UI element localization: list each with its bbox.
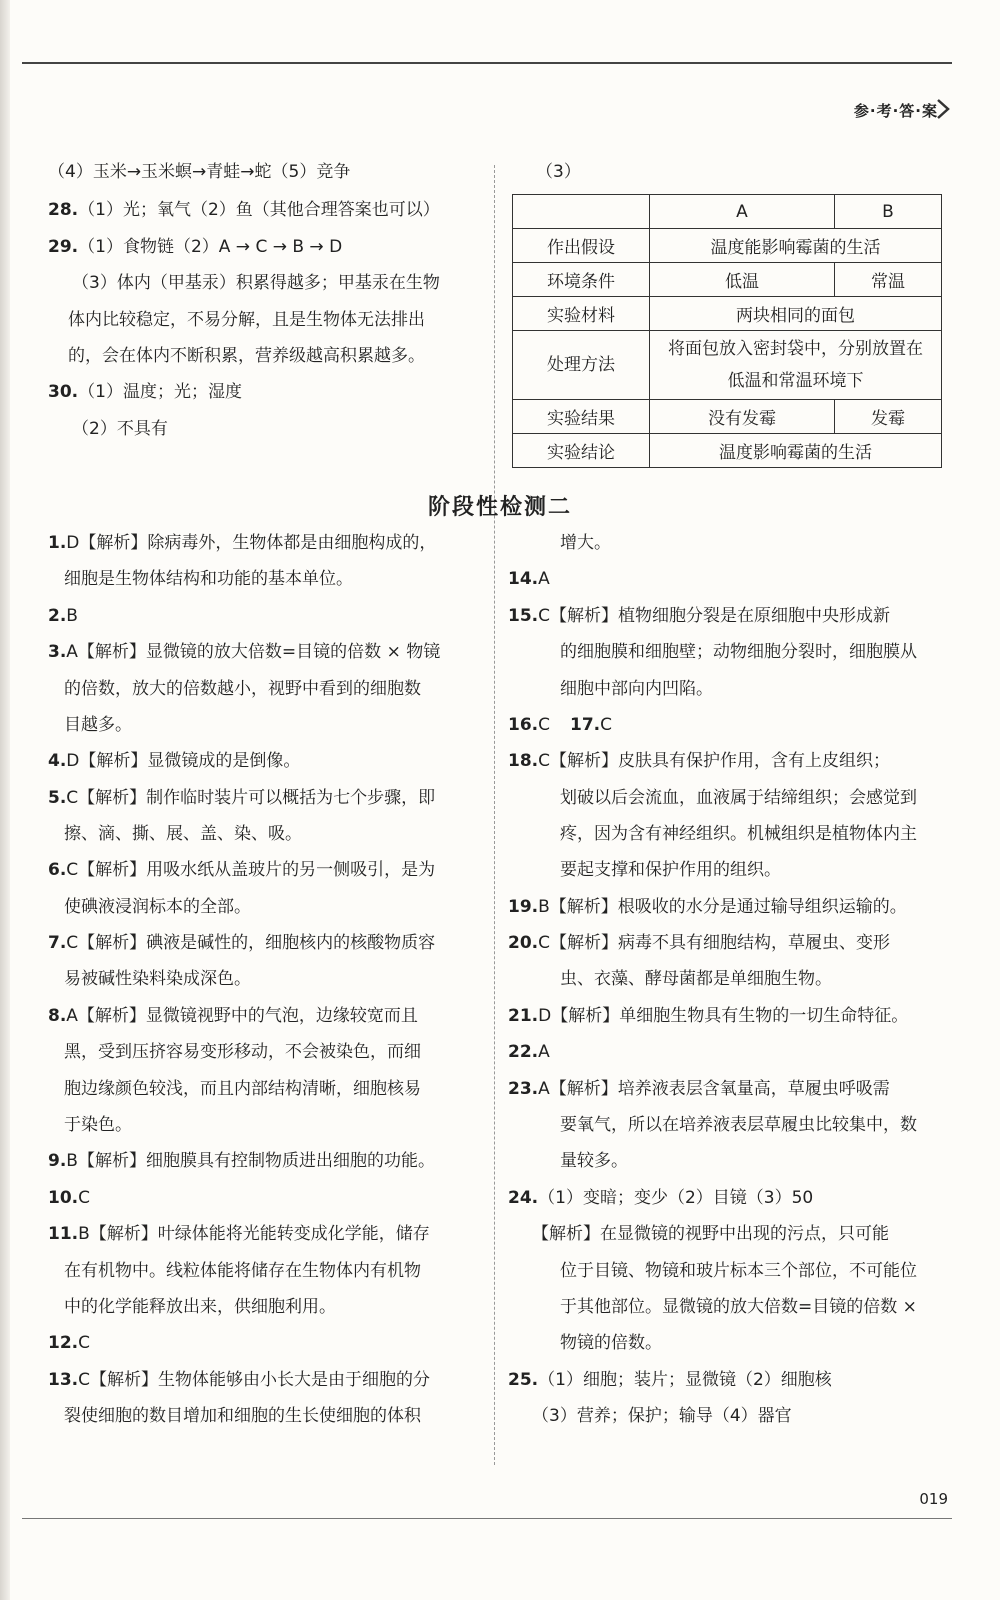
row-head: 处理方法 xyxy=(513,331,650,400)
answer-line: 擦、滴、撕、展、盖、染、吸。 xyxy=(64,824,302,844)
answer-line: 4.D【解析】显微镜成的是倒像。 xyxy=(48,751,301,771)
chevron-right-icon xyxy=(936,98,950,120)
answer-line: 要起支撑和保护作用的组织。 xyxy=(560,860,781,880)
answer-line: （3）体内（甲基汞）积累得越多；甲基汞在生物 xyxy=(72,273,440,293)
answer-line: （2）不具有 xyxy=(72,419,168,439)
page-number: 019 xyxy=(919,1490,948,1508)
table-cell: 温度影响霉菌的生活 xyxy=(650,434,942,468)
answer-line: 胞边缘颜色较浅，而且内部结构清晰，细胞核易 xyxy=(64,1079,421,1099)
table-cell: 常温 xyxy=(834,263,941,297)
answer-line: 的，会在体内不断积累，营养级越高积累越多。 xyxy=(68,346,425,366)
section-title: 阶段性检测二 xyxy=(427,495,572,520)
answer-line: 2.B xyxy=(48,606,78,626)
table-cell: 发霉 xyxy=(834,400,941,434)
answer-line: 15.C【解析】植物细胞分裂是在原细胞中央形成新 xyxy=(508,606,890,626)
answer-line: 28.（1）光；氧气（2）鱼（其他合理答案也可以） xyxy=(48,200,440,220)
answer-line: （3）营养；保护；输导（4）器官 xyxy=(532,1406,792,1426)
answer-line: 19.B【解析】根吸收的水分是通过输导组织运输的。 xyxy=(508,897,907,917)
answer-line: 3.A【解析】显微镜的放大倍数=目镜的倍数 × 物镜 xyxy=(48,642,441,662)
answer-line: 23.A【解析】培养液表层含氧量高，草履虫呼吸需 xyxy=(508,1079,890,1099)
answer-line: 易被碱性染料染成深色。 xyxy=(64,969,251,989)
answer-line: 裂使细胞的数目增加和细胞的生长使细胞的体积 xyxy=(64,1406,421,1426)
answer-line: 要氧气，所以在培养液表层草履虫比较集中，数 xyxy=(560,1115,917,1135)
answer-line: 30.（1）温度；光；湿度 xyxy=(48,382,242,402)
table-cell: 温度能影响霉菌的生活 xyxy=(650,229,942,263)
table-row xyxy=(513,297,942,331)
answer-line: 5.C【解析】制作临时装片可以概括为七个步骤，即 xyxy=(48,788,436,808)
experiment-table xyxy=(512,194,942,468)
footer-rule xyxy=(22,1518,952,1519)
table-row xyxy=(513,434,942,468)
answer-line: 黑，受到压挤容易变形移动，不会被染色，而细 xyxy=(64,1042,421,1062)
answer-line: 【解析】在显微镜的视野中出现的污点，只可能 xyxy=(532,1224,889,1244)
answer-line: 13.C【解析】生物体能够由小长大是由于细胞的分 xyxy=(48,1370,430,1390)
answer-line: 位于目镜、物镜和玻片标本三个部位，不可能位 xyxy=(560,1261,917,1281)
answer-line: （4）玉米→玉米螟→青蛙→蛇（5）竞争 xyxy=(48,162,351,182)
answer-line: 29.（1）食物链（2）A → C → B → D xyxy=(48,237,343,257)
answer-line: 于染色。 xyxy=(64,1115,132,1135)
row-head: 实验材料 xyxy=(513,297,650,331)
answer-line: 21.D【解析】单细胞生物具有生物的一切生命特征。 xyxy=(508,1006,909,1026)
header-rule xyxy=(22,62,952,64)
answer-line: 24.（1）变暗；变少（2）目镜（3）50 xyxy=(508,1188,814,1208)
answer-line: 细胞是生物体结构和功能的基本单位。 xyxy=(64,569,353,589)
answer-line: 物镜的倍数。 xyxy=(560,1333,662,1353)
answer-line: 7.C【解析】碘液是碱性的，细胞核内的核酸物质容 xyxy=(48,933,436,953)
answer-line: 目越多。 xyxy=(64,715,132,735)
answer-line: 11.B【解析】叶绿体能将光能转变成化学能，储存 xyxy=(48,1224,430,1244)
table-row xyxy=(513,331,942,400)
answer-line: 6.C【解析】用吸水纸从盖玻片的另一侧吸引，是为 xyxy=(48,860,436,880)
table-row xyxy=(513,263,942,297)
answer-line: 细胞中部向内凹陷。 xyxy=(560,679,713,699)
col-b-header: B xyxy=(834,195,941,229)
col-a-header: A xyxy=(650,195,835,229)
answer-line: 增大。 xyxy=(560,533,611,553)
row-head: 实验结论 xyxy=(513,434,650,468)
answer-line: 的倍数，放大的倍数越小，视野中看到的细胞数 xyxy=(64,679,421,699)
answer-line: 10.C xyxy=(48,1188,90,1208)
table-row xyxy=(513,400,942,434)
book-spine-shadow xyxy=(0,0,10,1600)
answer-line: 使碘液浸润标本的全部。 xyxy=(64,897,251,917)
answer-line: 25.（1）细胞；装片；显微镜（2）细胞核 xyxy=(508,1370,832,1390)
answer-line: 9.B【解析】细胞膜具有控制物质进出细胞的功能。 xyxy=(48,1151,435,1171)
answer-line: 体内比较稳定，不易分解，且是生物体无法排出 xyxy=(68,310,425,330)
table-cell: 没有发霉 xyxy=(650,400,835,434)
answer-line: 12.C xyxy=(48,1333,90,1353)
table-cell: 将面包放入密封袋中，分别放置在低温和常温环境下 xyxy=(650,331,942,400)
answer-line: 16.C 17.C xyxy=(508,715,612,735)
answer-line: 14.A xyxy=(508,569,550,589)
row-head: 实验结果 xyxy=(513,400,650,434)
answer-line: 18.C【解析】皮肤具有保护作用，含有上皮组织； xyxy=(508,751,890,771)
answer-line: 22.A xyxy=(508,1042,550,1062)
answer-line: 中的化学能释放出来，供细胞利用。 xyxy=(64,1297,336,1317)
row-head: 环境条件 xyxy=(513,263,650,297)
header-tag: 参·考·答·案 xyxy=(853,102,938,120)
answer-line: 于其他部位。显微镜的放大倍数=目镜的倍数 × xyxy=(560,1297,917,1317)
answer-line: 在有机物中。线粒体能将储存在生物体内有机物 xyxy=(64,1261,421,1281)
row-head: 作出假设 xyxy=(513,229,650,263)
answer-line: 1.D【解析】除病毒外，生物体都是由细胞构成的， xyxy=(48,533,437,553)
table-cell: 两块相同的面包 xyxy=(650,297,942,331)
answer-line: 虫、衣藻、酵母菌都是单细胞生物。 xyxy=(560,969,832,989)
table-header-row xyxy=(513,195,942,229)
answer-line: 量较多。 xyxy=(560,1151,628,1171)
answer-line: 划破以后会流血，血液属于结缔组织；会感觉到 xyxy=(560,788,917,808)
table-corner xyxy=(513,195,650,229)
column-divider xyxy=(494,165,495,1465)
table-row xyxy=(513,229,942,263)
answer-line: 的细胞膜和细胞壁；动物细胞分裂时，细胞膜从 xyxy=(560,642,917,662)
answer-line: 8.A【解析】显微镜视野中的气泡，边缘较宽而且 xyxy=(48,1006,418,1026)
answer-line: 20.C【解析】病毒不具有细胞结构，草履虫、变形 xyxy=(508,933,890,953)
table-cell: 低温 xyxy=(650,263,835,297)
answer-line: 疼，因为含有神经组织。机械组织是植物体内主 xyxy=(560,824,917,844)
table-label: （3） xyxy=(536,162,581,182)
